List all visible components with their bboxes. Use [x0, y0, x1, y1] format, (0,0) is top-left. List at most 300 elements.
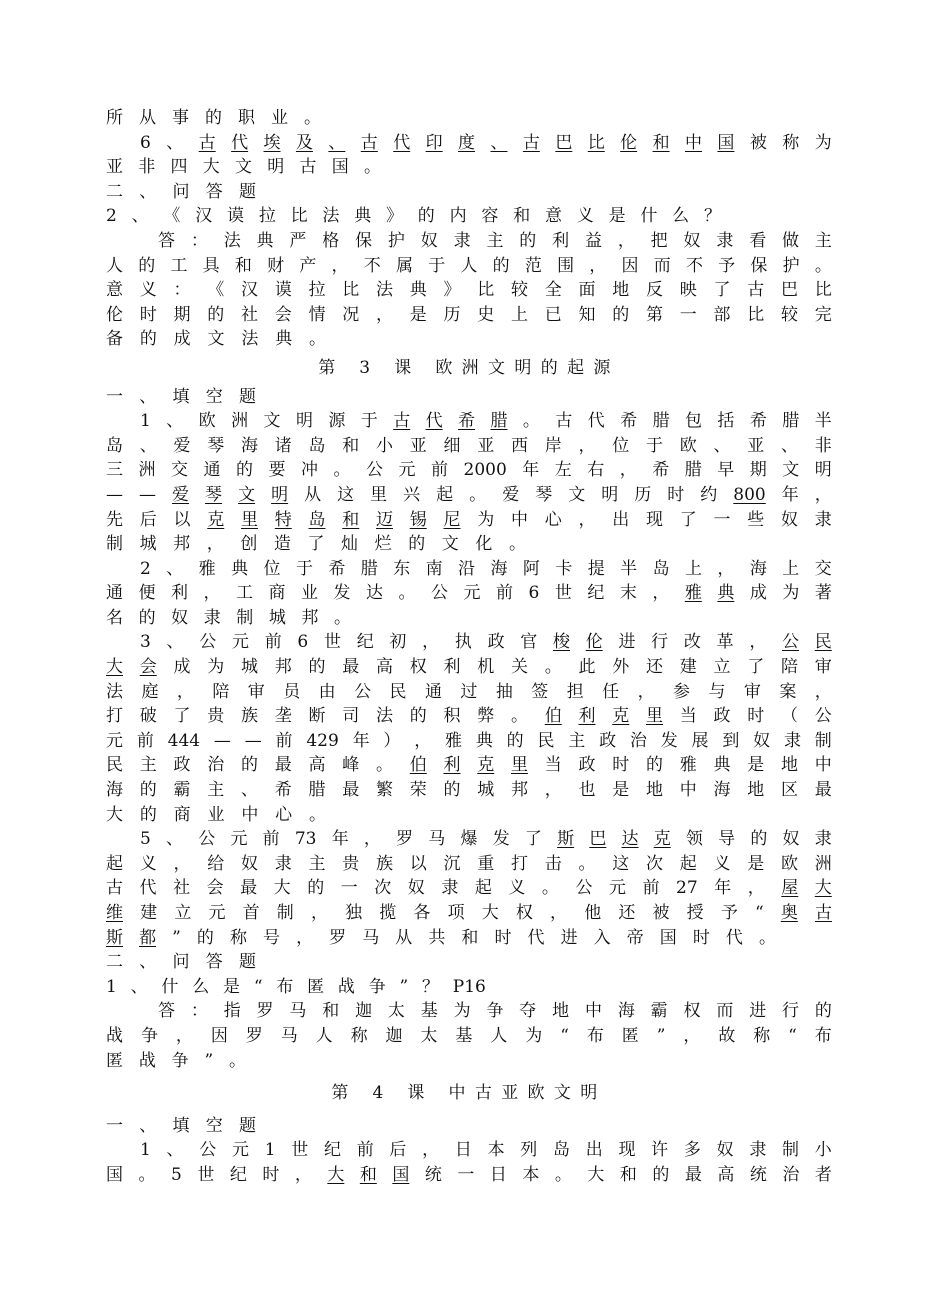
text-glyph: 益 [584, 230, 602, 251]
text-glyph: 爆 [460, 829, 478, 850]
text-glyph: 典 [231, 558, 249, 579]
text-glyph: 这 [612, 853, 630, 874]
text-glyph: 击 [544, 853, 562, 874]
text-glyph: ， [617, 230, 635, 251]
text-line [106, 106, 321, 131]
text-glyph: 。 [814, 255, 832, 276]
text-glyph: 。 [758, 927, 776, 948]
text-glyph: 兴 [403, 484, 421, 505]
text-glyph: 社 [173, 878, 191, 899]
underlined-answer: 和 [342, 509, 360, 530]
text-glyph: 任 [602, 681, 620, 702]
text-glyph: 争 [171, 1050, 189, 1071]
text-glyph: 具 [202, 255, 220, 276]
text-glyph: ： [190, 230, 208, 251]
text-glyph: 最 [342, 780, 360, 801]
text-glyph: 前 [264, 632, 282, 653]
text-glyph: 小 [814, 1140, 832, 1161]
text-glyph: 里 [370, 484, 388, 505]
text-glyph: 现 [646, 509, 663, 530]
text-glyph: ， [717, 558, 735, 579]
text-glyph: 答 [205, 952, 223, 973]
text-glyph: 古 [106, 878, 123, 899]
text-glyph: 现 [618, 1140, 636, 1161]
text-line [106, 131, 832, 156]
text-glyph: 马 [289, 1001, 307, 1022]
text-glyph: 答 [205, 181, 223, 202]
text-glyph: 时 [262, 1164, 280, 1185]
text-glyph: 大 [587, 1164, 605, 1185]
text-glyph: 卡 [555, 558, 573, 579]
text-glyph: 谟 [227, 206, 245, 227]
text-glyph: 元 [463, 583, 481, 604]
text-glyph: 比 [290, 206, 308, 227]
text-glyph: 隶 [814, 509, 832, 530]
text-glyph: ， [578, 435, 596, 456]
underlined-answer: 利 [578, 706, 596, 727]
text-glyph: 业 [271, 108, 288, 128]
text-glyph: 邦 [173, 534, 191, 555]
text-glyph: 拉 [258, 206, 276, 227]
text-glyph: 73 [294, 829, 317, 850]
text-glyph: ” [204, 1050, 214, 1071]
text-glyph: 纪 [356, 632, 374, 653]
text-line [106, 926, 776, 951]
text-glyph: 公 [366, 460, 383, 481]
text-glyph: 造 [273, 534, 291, 555]
text-glyph: 前 [642, 878, 660, 899]
text-glyph: 以 [409, 853, 427, 874]
text-glyph: 进 [618, 632, 636, 653]
text-glyph: ， [619, 460, 637, 481]
text-glyph: 成 [173, 657, 191, 678]
text-glyph: 和 [322, 1001, 340, 1022]
text-glyph: 被 [652, 903, 670, 923]
text-glyph: 是 [223, 976, 241, 997]
text-glyph: 各 [413, 903, 431, 923]
text-glyph: 历 [443, 304, 461, 325]
text-line [106, 204, 721, 229]
text-glyph: 列 [520, 1140, 538, 1161]
text-glyph: 不 [685, 255, 703, 276]
text-glyph: 最 [684, 1164, 702, 1185]
text-glyph: 主 [814, 230, 832, 251]
text-glyph: ， [589, 255, 607, 276]
text-glyph: 族 [241, 706, 258, 727]
text-glyph: 题 [239, 1115, 256, 1136]
text-glyph: 化 [475, 534, 493, 555]
text-glyph: 展 [691, 730, 709, 751]
text-glyph: 奴 [753, 730, 771, 751]
text-glyph: 主 [207, 780, 225, 801]
text-glyph: 次 [646, 853, 663, 874]
text-glyph: 利 [171, 583, 188, 604]
text-glyph: 制 [236, 607, 254, 628]
text-glyph: 中 [241, 804, 259, 825]
text-glyph: 于 [360, 411, 378, 432]
text-glyph: 27 [676, 878, 698, 899]
text-line [106, 180, 256, 205]
text-glyph: 上 [511, 304, 528, 325]
underlined-answer: 和 [359, 1164, 377, 1185]
text-glyph: 社 [241, 304, 258, 325]
underlined-answer: 克 [612, 706, 630, 727]
text-glyph: 先 [106, 509, 123, 530]
text-glyph: 给 [207, 853, 225, 874]
text-glyph: 中 [584, 1001, 602, 1022]
text-glyph: 三 [106, 460, 123, 481]
text-glyph: 称 [350, 1025, 368, 1046]
text-glyph: 最 [240, 878, 258, 899]
text-glyph: 全 [544, 280, 562, 301]
text-glyph: 高 [717, 1164, 735, 1185]
text-line [106, 356, 832, 381]
text-glyph: 法 [322, 206, 340, 227]
underlined-answer: 雅 [684, 583, 702, 604]
underlined-answer: 迈 [376, 509, 393, 530]
text-glyph: 揽 [379, 903, 397, 923]
text-glyph: 》 [386, 206, 403, 227]
text-glyph: 代 [527, 927, 545, 948]
text-glyph: ？ [703, 206, 721, 227]
text-glyph: 通 [106, 583, 123, 604]
text-glyph: 城 [241, 657, 258, 678]
text-glyph: 贵 [207, 706, 225, 727]
text-glyph: 阿 [522, 558, 540, 579]
text-glyph: 中 [511, 509, 528, 530]
text-glyph: 世 [197, 1164, 215, 1185]
text-glyph: 邦 [511, 780, 528, 801]
text-glyph: 权 [683, 1001, 701, 1022]
text-glyph: 到 [722, 730, 740, 751]
text-glyph: 的 [646, 755, 663, 776]
text-glyph: 填 [172, 386, 190, 407]
text-glyph: 帝 [626, 927, 644, 948]
text-line [106, 901, 832, 926]
text-glyph: 执 [454, 632, 472, 653]
text-glyph: 灿 [341, 534, 359, 555]
text-glyph: 和 [619, 1164, 637, 1185]
text-glyph: 工 [236, 583, 253, 604]
text-glyph: 《 [207, 280, 225, 301]
text-line [106, 532, 526, 557]
text-glyph: 隶 [441, 878, 459, 899]
text-glyph: 公 [431, 583, 448, 604]
text-glyph: 迦 [385, 1025, 403, 1046]
text-glyph: 义 [139, 853, 157, 874]
text-glyph: 迦 [355, 1001, 373, 1022]
text-glyph: ， [176, 681, 194, 702]
text-glyph: 、 [131, 206, 149, 227]
underlined-answer: 公 [782, 632, 800, 653]
text-glyph: 明 [267, 157, 285, 178]
text-glyph: 的 [139, 780, 157, 801]
text-glyph: 抽 [495, 681, 513, 702]
text-line [106, 1024, 832, 1049]
text-glyph: 治 [782, 1164, 800, 1185]
text-glyph: 四 [170, 157, 188, 178]
text-glyph: 马 [428, 829, 446, 850]
text-glyph: 亚 [747, 435, 765, 456]
text-line [106, 630, 832, 655]
text-glyph: 元 [208, 903, 226, 923]
text-glyph: 不 [363, 255, 381, 276]
text-glyph: 立 [713, 657, 731, 678]
text-glyph: 太 [387, 1001, 405, 1022]
text-glyph: 号 [263, 927, 281, 948]
text-glyph: 积 [443, 706, 461, 727]
text-glyph: 和 [461, 927, 479, 948]
underlined-answer: 利 [443, 755, 461, 776]
text-glyph: 政 [599, 730, 617, 751]
text-glyph: 区 [781, 780, 798, 801]
text-glyph: 汉 [195, 206, 213, 227]
text-glyph: 伦 [106, 304, 123, 325]
text-glyph: 代 [725, 927, 743, 948]
text-line [106, 852, 832, 877]
text-glyph: 意 [106, 280, 123, 301]
text-glyph: 匿 [621, 1025, 639, 1046]
text-glyph: 。 [138, 1164, 156, 1185]
text-glyph: 利 [552, 230, 570, 251]
text-line [106, 327, 326, 352]
text-glyph: 洲 [138, 460, 156, 481]
text-glyph: 革 [716, 632, 734, 653]
text-glyph: 岛 [308, 435, 326, 456]
text-glyph: 拉 [308, 280, 326, 301]
text-glyph: 起 [474, 878, 492, 899]
text-glyph: 布 [276, 976, 294, 997]
text-glyph: 义 [713, 853, 731, 874]
text-glyph: 444 [167, 730, 201, 751]
text-glyph: 隶 [203, 607, 221, 628]
text-glyph: 典 [475, 730, 493, 751]
underlined-answer: 伦 [585, 632, 603, 653]
text-glyph: 希 [620, 411, 638, 432]
underlined-answer: 和 [652, 132, 670, 153]
text-glyph: 的 [236, 460, 253, 481]
text-glyph: 时 [667, 484, 685, 505]
text-glyph: 沿 [458, 558, 476, 579]
text-glyph: 贵 [342, 853, 360, 874]
text-glyph: 起 [679, 853, 697, 874]
text-glyph: 。 [398, 583, 416, 604]
text-glyph: 后 [139, 509, 157, 530]
underlined-answer: 伯 [544, 706, 562, 727]
text-glyph: 元 [230, 829, 248, 850]
text-glyph: 民 [389, 681, 407, 702]
text-glyph: 本 [522, 1164, 540, 1185]
text-glyph: 最 [814, 780, 832, 801]
text-glyph: 要 [268, 460, 286, 481]
text-glyph: 制 [782, 1140, 800, 1161]
document-body [106, 106, 846, 1188]
underlined-answer: 比 [587, 132, 605, 153]
text-glyph: 奴 [781, 509, 798, 530]
underlined-answer: 大 [106, 657, 123, 678]
text-glyph: “ [253, 976, 263, 997]
text-glyph: 洲 [814, 853, 832, 874]
text-glyph: 备 [106, 329, 123, 350]
text-glyph: 奴 [683, 230, 701, 251]
text-glyph: 大 [481, 903, 499, 923]
text-glyph: ） [383, 730, 401, 751]
text-glyph: 、 [166, 1140, 184, 1161]
text-glyph: 年 [352, 730, 370, 751]
text-glyph: 2000 [463, 460, 507, 481]
text-glyph: 文 [207, 329, 225, 350]
text-glyph: 于 [646, 435, 663, 456]
text-glyph: 由 [318, 681, 336, 702]
text-glyph: 欧 [198, 411, 216, 432]
text-glyph: 还 [618, 903, 636, 923]
text-glyph: 这 [337, 484, 355, 505]
underlined-answer: 奥 [780, 903, 798, 923]
text-glyph: 者 [814, 1164, 832, 1185]
text-glyph: 的 [750, 829, 768, 850]
text-glyph: ， [175, 1025, 193, 1046]
text-glyph: 雅 [198, 558, 216, 579]
underlined-answer: 古 [393, 411, 411, 432]
text-line [106, 483, 832, 508]
text-glyph: 马 [280, 1025, 298, 1046]
text-glyph: 而 [653, 255, 671, 276]
text-line [106, 385, 256, 410]
text-glyph: 世 [554, 583, 572, 604]
text-glyph: 邦 [301, 607, 319, 628]
text-glyph: ， [376, 304, 393, 325]
text-glyph: 治 [207, 755, 225, 776]
underlined-answer: 代 [393, 132, 411, 153]
text-glyph: 么 [192, 976, 210, 997]
text-glyph: 海 [490, 558, 508, 579]
text-glyph: 、 [166, 632, 184, 653]
text-glyph: 一 [713, 509, 731, 530]
text-glyph: 一 [340, 878, 358, 899]
text-glyph: 国 [106, 1164, 123, 1185]
underlined-answer: 古 [814, 903, 832, 923]
text-glyph: 、 [713, 435, 731, 456]
text-glyph: 是 [409, 304, 427, 325]
underlined-answer: 屋 [781, 878, 799, 899]
underlined-answer: 都 [139, 927, 157, 948]
text-glyph: 的 [138, 607, 156, 628]
text-glyph: 海 [617, 1001, 635, 1022]
text-glyph: 主 [308, 853, 326, 874]
text-glyph: 《 [163, 206, 181, 227]
text-glyph: 战 [337, 976, 355, 997]
text-glyph: 海 [106, 780, 123, 801]
text-glyph: 通 [203, 460, 221, 481]
text-glyph: 、 [166, 411, 184, 432]
text-glyph: 岛 [553, 1140, 570, 1161]
text-glyph: 族 [376, 853, 393, 874]
text-glyph: 上 [782, 558, 800, 579]
text-glyph: 民 [537, 730, 555, 751]
text-glyph: 商 [173, 804, 191, 825]
text-glyph: 题 [239, 181, 256, 202]
text-glyph: 和 [342, 435, 360, 456]
text-glyph: 岸 [544, 435, 562, 456]
text-glyph: 断 [308, 706, 326, 727]
text-glyph: 岛 [106, 435, 123, 456]
text-glyph: 况 [342, 304, 360, 325]
text-glyph: ” [172, 927, 181, 948]
text-glyph: 护 [387, 230, 405, 251]
text-glyph: 权 [515, 903, 533, 923]
underlined-answer: 大 [327, 1164, 345, 1185]
text-glyph: 政 [713, 706, 731, 727]
text-glyph: 看 [749, 230, 767, 251]
text-glyph: ， [683, 1025, 701, 1046]
underlined-answer: 克 [477, 755, 495, 776]
underlined-answer: 及 [295, 132, 313, 153]
text-glyph: 前 [356, 1140, 374, 1161]
text-glyph: 东 [393, 558, 411, 579]
text-glyph: 他 [584, 903, 602, 923]
underlined-answer: 岛 [308, 509, 326, 530]
text-glyph: ， [652, 583, 670, 604]
text-glyph: 比 [342, 280, 360, 301]
text-glyph: 的 [417, 206, 435, 227]
text-line [106, 1081, 832, 1106]
text-glyph: 城 [139, 534, 157, 555]
text-glyph: 纪 [587, 583, 605, 604]
text-glyph: 问 [172, 952, 190, 973]
text-glyph: 心 [544, 509, 562, 530]
text-glyph: 是 [608, 206, 626, 227]
text-glyph: 希 [328, 558, 346, 579]
text-glyph: 义 [576, 206, 594, 227]
text-glyph: 的 [443, 780, 461, 801]
text-glyph: 初 [389, 632, 407, 653]
text-glyph: 商 [268, 583, 286, 604]
text-glyph: 进 [749, 1001, 767, 1022]
text-glyph: 腊 [684, 460, 702, 481]
text-glyph: 半 [814, 411, 832, 432]
text-glyph: “ [788, 1025, 797, 1046]
text-glyph: 予 [720, 903, 738, 923]
text-glyph: 中 [814, 755, 832, 776]
text-glyph: 于 [428, 255, 446, 276]
text-glyph: 主 [568, 730, 586, 751]
text-glyph: 、 [241, 780, 258, 801]
text-glyph: ， [814, 484, 832, 505]
underlined-answer: 明 [271, 484, 289, 505]
text-glyph: 立 [174, 903, 192, 923]
text-glyph: 成 [173, 329, 191, 350]
text-glyph: 。 [508, 534, 526, 555]
text-glyph: 也 [578, 780, 596, 801]
text-glyph: 荣 [409, 780, 427, 801]
text-glyph: 诸 [274, 435, 292, 456]
text-glyph: 。 [228, 1050, 246, 1071]
text-glyph: 奴 [407, 878, 425, 899]
text-glyph: 奴 [782, 829, 800, 850]
text-glyph: 明 [295, 411, 313, 432]
text-glyph: 了 [713, 280, 731, 301]
text-glyph: ， [296, 927, 314, 948]
text-glyph: 改 [683, 632, 701, 653]
text-glyph: 腊 [360, 558, 378, 579]
text-glyph: 于 [295, 558, 313, 579]
text-glyph: 亚 [106, 157, 123, 178]
text-glyph: 为 [782, 583, 800, 604]
text-glyph: 大 [106, 804, 123, 825]
text-glyph: 人 [460, 255, 478, 276]
text-glyph: 政 [578, 755, 596, 776]
text-glyph: 利 [443, 657, 461, 678]
